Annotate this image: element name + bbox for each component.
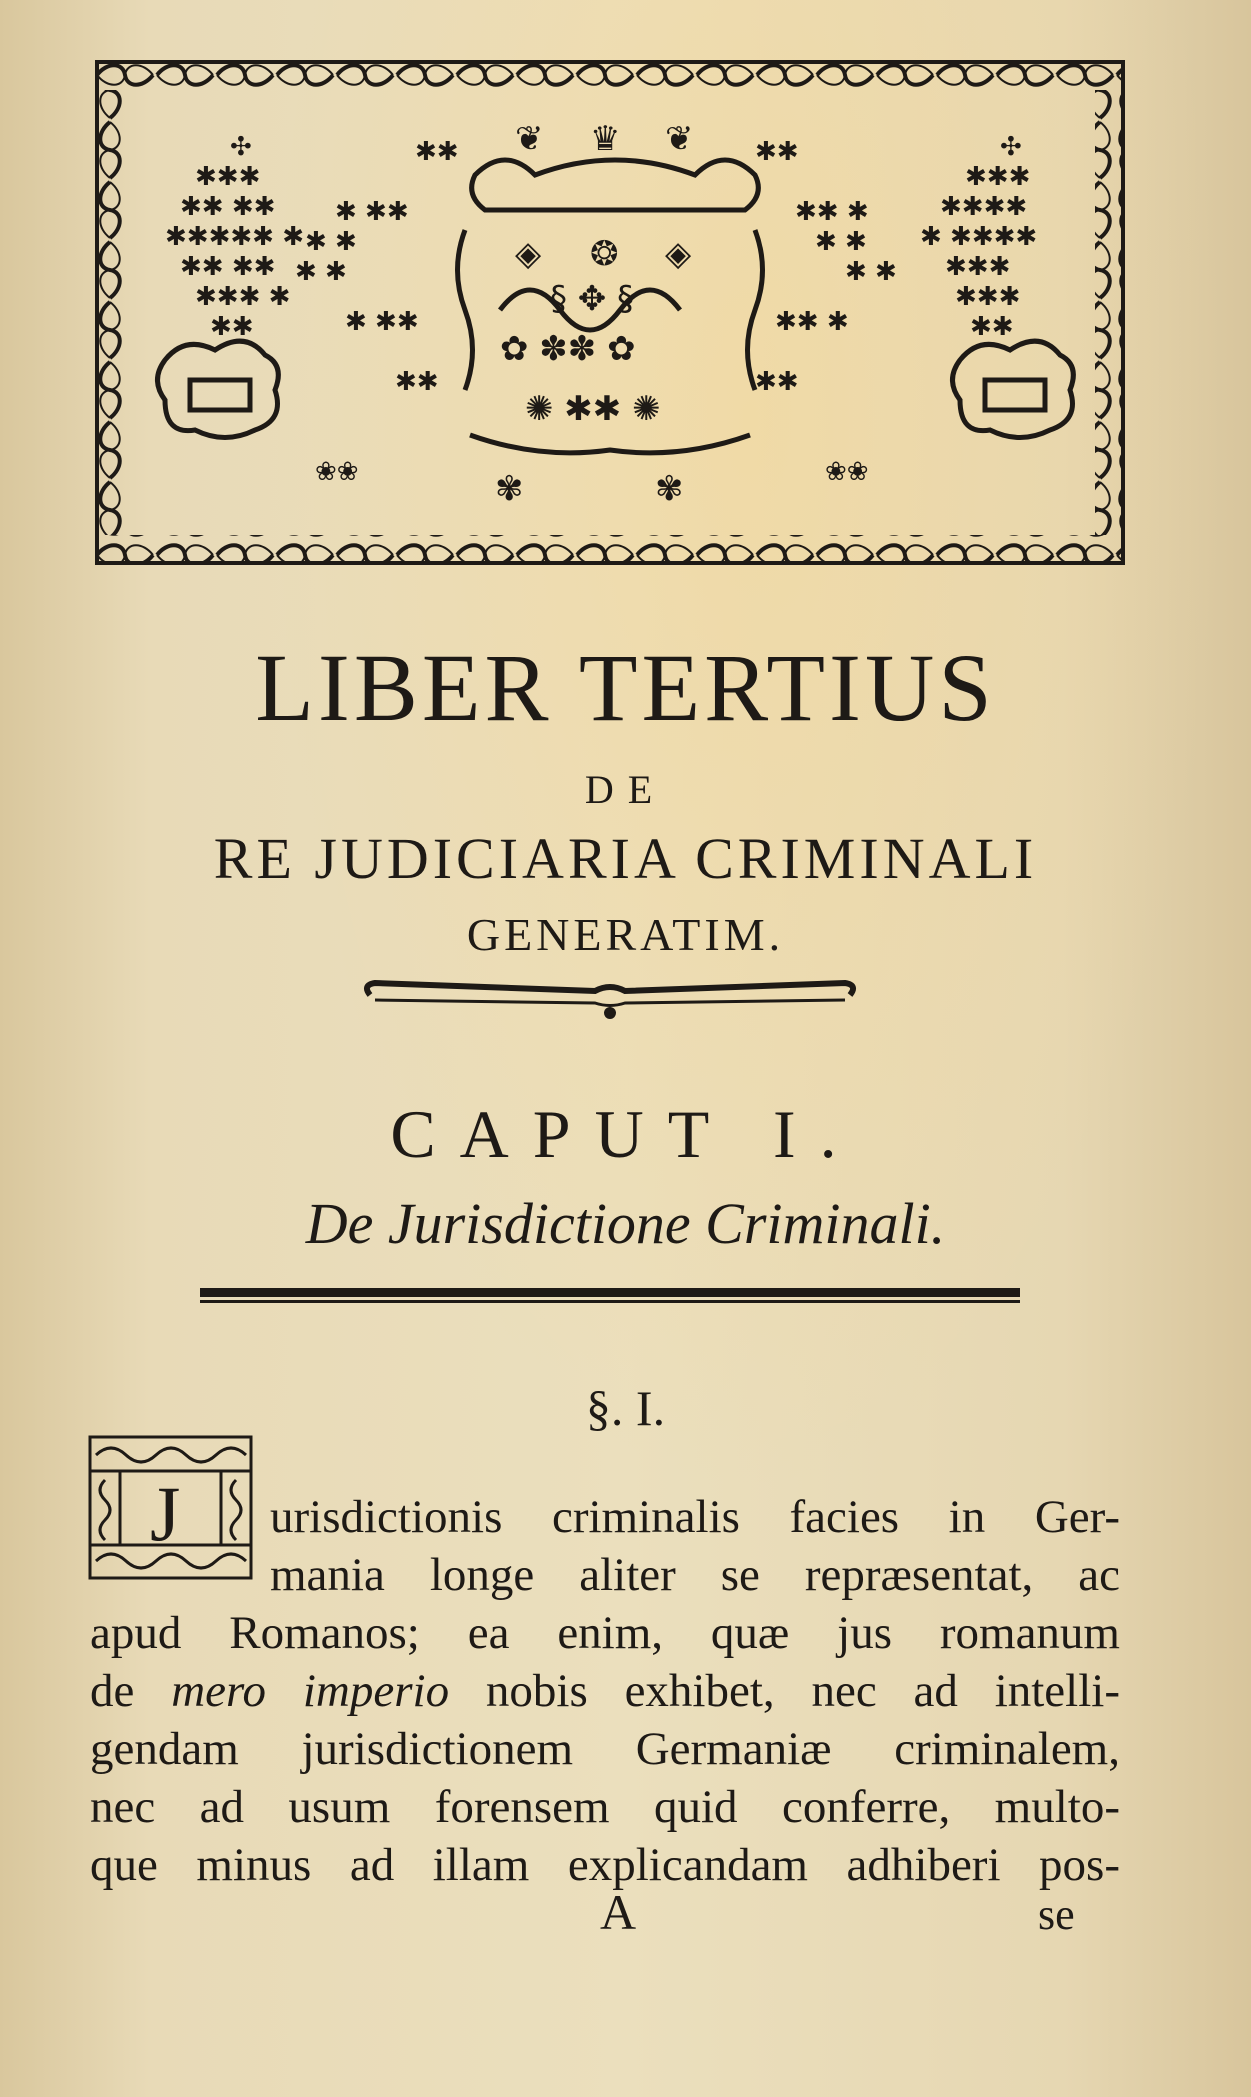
title-subject: RE JUDICIARIA CRIMINALI: [213, 826, 1038, 891]
signature-mark: A: [600, 1884, 637, 1940]
svg-text:✱✱✱: ✱✱✱: [945, 252, 1011, 282]
svg-text:✱✱ ✱: ✱✱ ✱: [775, 307, 849, 337]
text-span: de: [90, 1665, 172, 1717]
svg-text:✱✱✱: ✱✱✱: [965, 162, 1031, 192]
svg-text:✱✱✱: ✱✱✱: [955, 282, 1021, 312]
text-line: gendam jurisdictionem Germaniæ criminalem,: [90, 1723, 1120, 1775]
svg-text:◈: ◈: [665, 234, 692, 274]
svg-text:✱✱: ✱✱: [755, 367, 799, 397]
svg-text:✱ ✱: ✱ ✱: [845, 257, 897, 287]
text-line: que minus ad illam explicandam adhiberi pos-: [90, 1839, 1120, 1891]
svg-text:✱ ✱: ✱ ✱: [295, 257, 347, 287]
thick-rule: [200, 1286, 1020, 1308]
ornamental-headpiece: [95, 60, 1125, 565]
svg-text:✱✱✱: ✱✱✱: [195, 162, 261, 192]
svg-text:✾: ✾: [655, 469, 684, 509]
svg-text:✺ ✱✱ ✺: ✺ ✱✱ ✺: [525, 389, 661, 429]
svg-text:✱✱: ✱✱: [415, 137, 459, 167]
svg-text:◈: ◈: [515, 234, 542, 274]
svg-text:❦: ❦: [515, 119, 544, 159]
svg-text:✱✱✱✱: ✱✱✱✱: [940, 192, 1028, 222]
svg-text:✣: ✣: [230, 132, 252, 162]
svg-text:✱✱✱✱✱ ✱: ✱✱✱✱✱ ✱: [165, 222, 304, 252]
title-generatim: GENERATIM.: [466, 909, 785, 960]
svg-text:✱✱: ✱✱: [755, 137, 799, 167]
svg-text:✱ ✱: ✱ ✱: [305, 227, 357, 257]
svg-text:§ ✥ §: § ✥ §: [550, 279, 635, 319]
book-title: LIBER TERTIUS: [255, 634, 996, 741]
svg-text:✱ ✱✱: ✱ ✱✱: [345, 307, 419, 337]
svg-text:♛: ♛: [590, 119, 621, 159]
body-paragraph: [90, 1488, 1120, 1894]
svg-text:❦: ❦: [665, 119, 694, 159]
text-line: nec ad usum forensem quid conferre, multo-: [90, 1781, 1120, 1833]
text-line: [90, 1662, 1120, 1720]
text-line: mania longe aliter se repræsentat, ac: [270, 1549, 1120, 1601]
svg-text:✱ ✱: ✱ ✱: [815, 227, 867, 257]
text-line: apud Romanos; ea enim, quæ jus romanum: [90, 1607, 1120, 1659]
svg-text:✱✱✱ ✱: ✱✱✱ ✱: [195, 282, 291, 312]
svg-text:✱✱: ✱✱: [395, 367, 439, 397]
chapter-heading: CAPUT I.: [390, 1096, 861, 1172]
catchword: se: [1038, 1890, 1075, 1939]
italic-term: mero imperio: [171, 1665, 450, 1717]
svg-text:✣: ✣: [1000, 132, 1022, 162]
svg-text:✿ ✽✽ ✿: ✿ ✽✽ ✿: [500, 329, 636, 369]
svg-text:❂: ❂: [590, 234, 619, 274]
text-line: urisdictionis criminalis facies in Ger-: [270, 1491, 1120, 1543]
title-de: DE: [584, 767, 667, 812]
svg-text:✱✱ ✱: ✱✱ ✱: [795, 197, 869, 227]
svg-text:✱ ✱✱✱✱: ✱ ✱✱✱✱: [920, 222, 1038, 252]
text-span: nobis exhibet, nec ad intelli-: [449, 1665, 1120, 1717]
svg-text:❀❀: ❀❀: [825, 457, 869, 487]
title-ornament-divider: [360, 975, 860, 1025]
svg-text:✱✱: ✱✱: [210, 312, 254, 342]
svg-text:✱✱: ✱✱: [970, 312, 1014, 342]
svg-text:❀❀: ❀❀: [315, 457, 359, 487]
svg-text:✱ ✱✱: ✱ ✱✱: [335, 197, 409, 227]
svg-text:✱✱ ✱✱: ✱✱ ✱✱: [180, 252, 276, 282]
chapter-subtitle: De Jurisdictione Criminali.: [305, 1191, 946, 1256]
section-mark: §. I.: [585, 1380, 666, 1436]
svg-text:✱✱ ✱✱: ✱✱ ✱✱: [180, 192, 276, 222]
svg-text:✾: ✾: [495, 469, 524, 509]
initial-letter: J: [150, 1470, 181, 1557]
